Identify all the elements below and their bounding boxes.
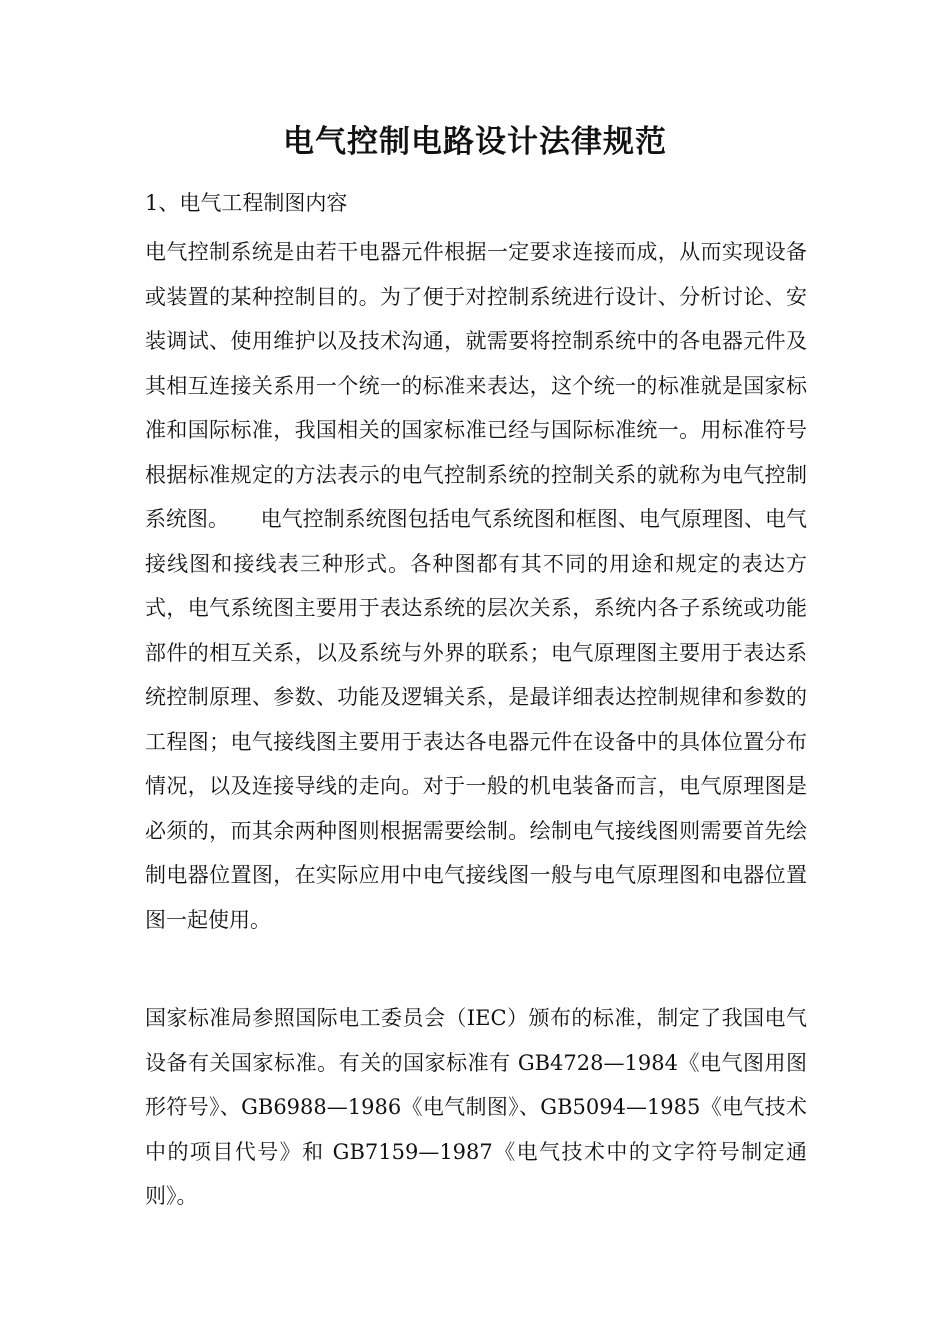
body-paragraph-1: 电气控制系统是由若干电器元件根据一定要求连接而成，从而实现设备或装置的某种控制目的。为了便于对控制系统进行设计、分析讨论、安装调试、使用维护以及技术沟通，就需要将控制系统中的各电器元件及其相互连接关系用一个统一的标准来表达，这个统一的标准就是国家标准和国际标准，我国相关的国家标准已经与国际标准统一。用标准符号根据标准规定的方法表示的电气控制系统的控制关系的就称为电气控制系统图。 电气控制系统图包括电气系统图和框图、电气原理图、电气接线图和接线表三种形式。各种图都有其不同的用途和规定的表达方式，电气系统图主要用于表达系统的层次关系，系统内各子系统或功能部件的相互关系，以及系统与外界的联系；电气原理图主要用于表达系统控制原理、参数、功能及逻辑关系，是最详细表达控制规律和参数的工程图；电气接线图主要用于表达各电器元件在设备中的具体位置分布情况，以及连接导线的走向。对于一般的机电装备而言，电气原理图是必须的，而其余两种图则根据需要绘制。绘制电气接线图则需要首先绘制电器位置图，在实际应用中电气接线图一般与电气原理图和电器位置图一起使用。	[145, 240, 807, 932]
document-title: 电气控制电路设计法律规范	[283, 124, 667, 160]
body-paragraph-2: 国家标准局参照国际电工委员会（IEC）颁布的标准，制定了我国电气设备有关国家标准。有关的国家标准有 GB4728—1984《电气图用图形符号》、GB6988—1986《电气制图》、GB5094—1985《电气技术中的项目代号》和 GB7159—1987《电气技术中的文字符号制定通则》。	[145, 1006, 807, 1208]
section-heading: 1、电气工程制图内容	[145, 191, 348, 215]
